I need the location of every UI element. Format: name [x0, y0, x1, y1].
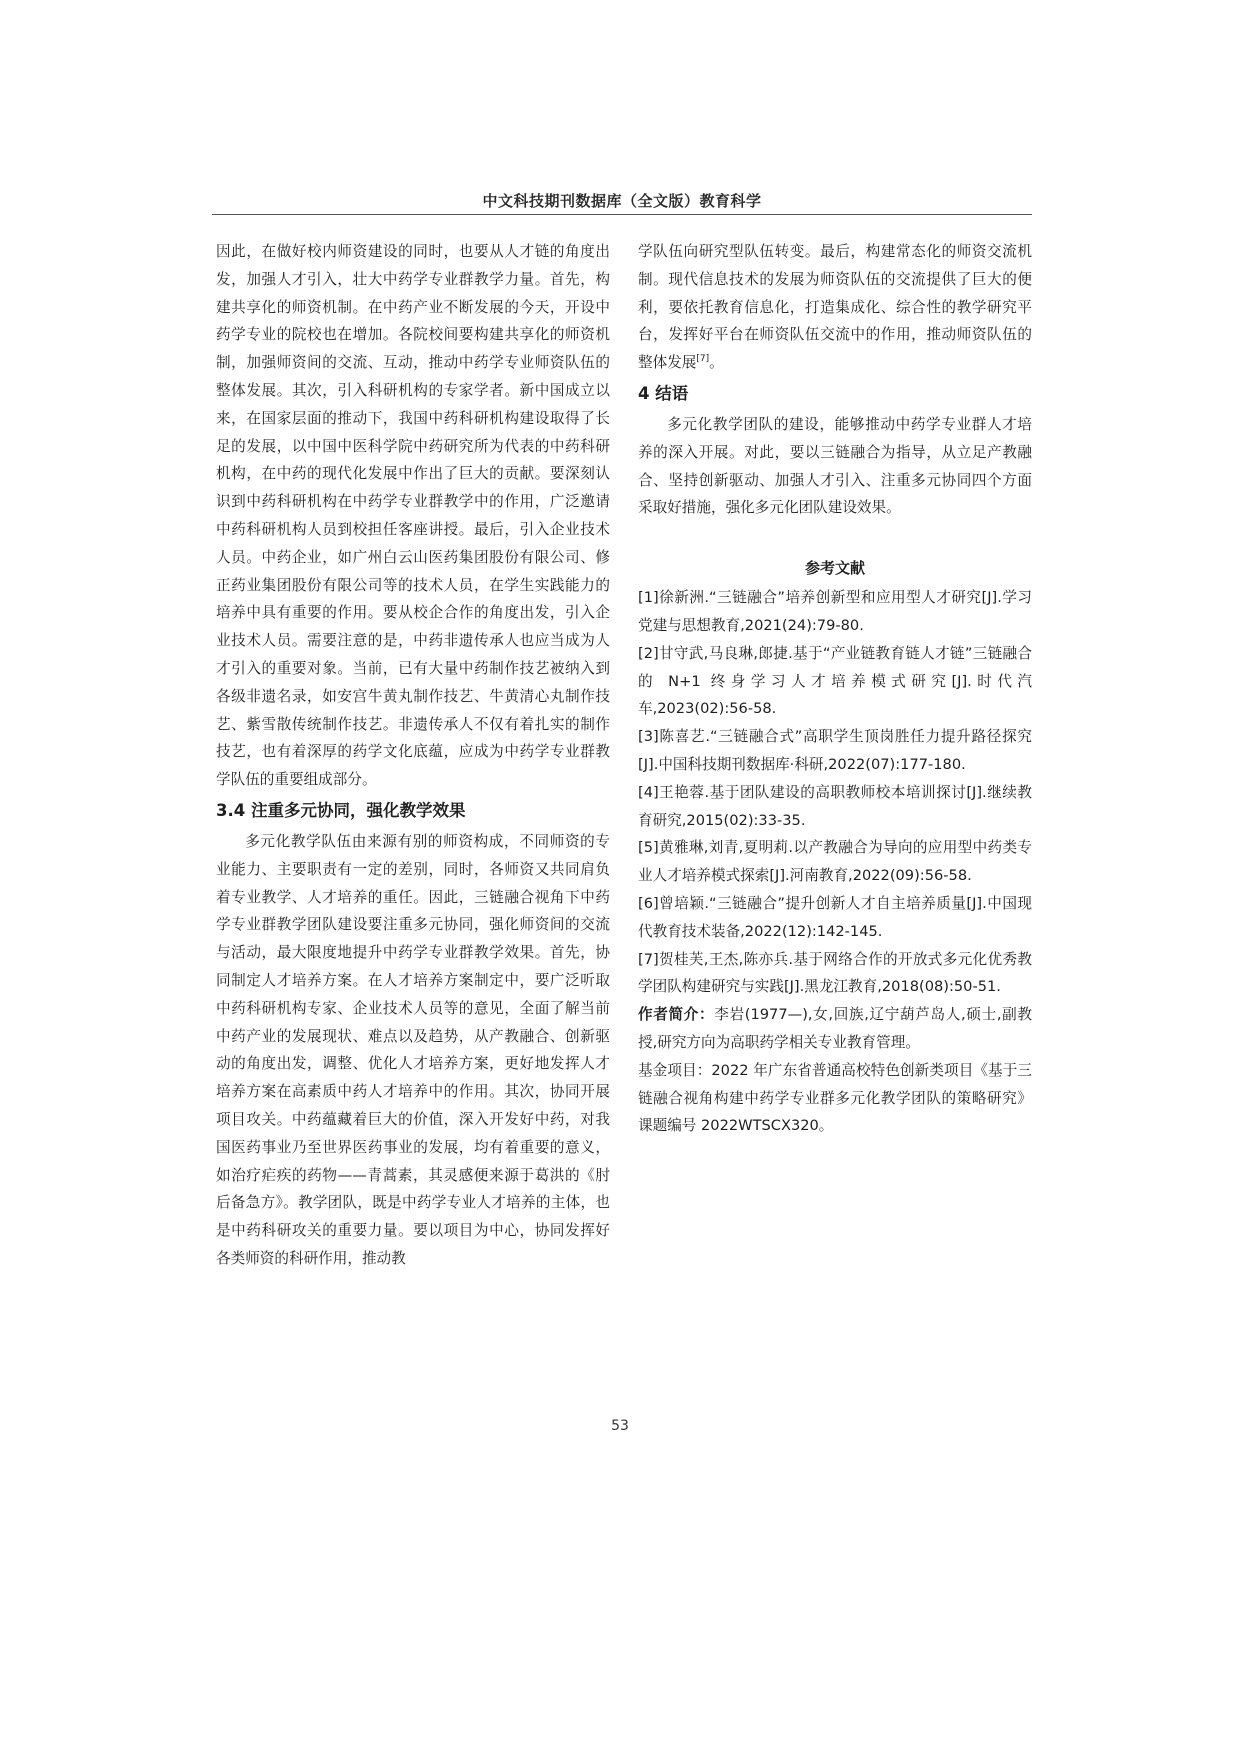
conclusion-paragraph: 多元化教学团队的建设，能够推动中药学专业群人才培养的深入开展。对此，要以三链融合为指导，从立足产教融合、坚持创新驱动、加强人才引入、注重多元协同四个方面采取好措施，强化多元化团队建设效果。 [638, 415, 1032, 517]
section-heading-3-4: 3.4 注重多元协同，强化教学效果 [216, 800, 466, 820]
body-text: 学队伍向研究型队伍转变。最后，构建常态化的师资交流机制。现代信息技术的发展为师资队伍的交流提供了巨大的便利，要依托教育信息化，打造集成化、综合性的教学研究平台，发挥好平台在师资队伍交流中的作用，推动师资队伍的整体发展 [638, 243, 1032, 372]
citation-marker: [7] [696, 354, 710, 365]
section-heading-4: 4 结语 [638, 383, 689, 403]
reference-item: [3]陈喜艺.“三链融合式”高职学生顶岗胜任力提升路径探究[J].中国科技期刊数据库·科研,2022(07):177-180. [638, 728, 1032, 773]
reference-item: [6]曾培颖.“三链融合”提升创新人才自主培养质量[J].中国现代教育技术装备,2022(12):142-145. [638, 894, 1032, 940]
left-column [216, 238, 610, 1273]
fund-info [638, 1057, 1032, 1140]
author-info [638, 1001, 1032, 1057]
fund-text: 2022 年广东省普通高校特色创新类项目《基于三链融合视角构建中药学专业群多元化教学团队的策略研究》 课题编号 2022WTSCX320。 [638, 1061, 1032, 1135]
references-heading: 参考文献 [804, 559, 865, 578]
body-paragraph: 因此，在做好校内师资建设的同时，也要从人才链的角度出发，加强人才引入，壮大中药学专业群教学力量。首先，构建共享化的师资机制。在中药产业不断发展的今天，开设中药学专业的院校也在增加。各院校间要构建共享化的师资机制，加强师资间的交流、互动，推动中药学专业师资队伍的整体发展。其次，引入科研机构的专家学者。新中国成立以来，在国家层面的推动下，我国中药科研机构建设取得了长足的发展，以中国中医科学院中药研究所为代表的中药科研机构，在中药的现代化发展中作出了巨大的贡献。要深刻认识到中药科研机构在中药学专业群教学中的作用，广泛邀请中药科研机构人员到校担任客座讲授。最后，引入企业技术人员。中药企业，如广州白云山医药集团股份有限公司、修正药业集团股份有限公司等的技术人员，在学生实践能力的培养中具有重要的作用。要从校企合作的角度出发，引入企业技术人员。需要注意的是，中药非遗传承人也应当成为人才引入的重要对象。当前，已有大量中药制作技艺被纳入到各级非遗名录，如安宫牛黄丸制作技艺、牛黄清心丸制作技艺、紫雪散传统制作技艺。非遗传承人不仅有着扎实的制作技艺，也有着深厚的药学文化底蕴，应成为中药学专业群教学队伍的重要组成部分。 [216, 243, 610, 789]
fund-label: 基金项目： [638, 1061, 712, 1079]
page-number: 53 [611, 1418, 629, 1434]
reference-list [638, 584, 1032, 1001]
reference-item: [4]王艳蓉.基于团队建设的高职教师校本培训探讨[J].继续教育研究,2015(02):33-35. [638, 783, 1032, 829]
reference-item: [2]甘守武,马良琳,郎捷.基于“产业链教育链人才链”三链融合的 N+1 终身学习人才培养模式研究[J].时代汽车,2023(02):56-58. [638, 644, 1032, 718]
running-header: 中文科技期刊数据库（全文版）教育科学 [482, 192, 762, 210]
body-paragraph: 多元化教学队伍由来源有别的师资构成，不同师资的专业能力、主要职责有一定的差别，同时，各师资又共同肩负着专业教学、人才培养的重任。因此，三链融合视角下中药学专业群教学团队建设要注重多元协同，强化师资间的交流与活动，最大限度地提升中药学专业群教学效果。首先，协同制定人才培养方案。在人才培养方案制定中，要广泛听取中药科研机构专家、企业技术人员等的意见，全面了解当前中药产业的发展现状、难点以及趋势，从产教融合、创新驱动的角度出发，调整、优化人才培养方案，更好地发挥人才培养方案在高素质中药人才培养中的作用。其次，协同开展项目攻关。中药蕴藏着巨大的价值，深入开发好中药，对我国医药事业乃至世界医药事业的发展，均有着重要的意义，如治疗疟疾的药物——青蒿素，其灵感便来源于葛洪的《肘后备急方》。教学团队，既是中药学专业人才培养的主体，也是中药科研攻关的重要力量。要以项目为中心，协同发挥好各类师资的科研作用，推动教 [216, 832, 610, 1267]
body-text-end: 。 [709, 354, 724, 372]
header-divider [212, 214, 1032, 215]
author-label: 作者简介： [638, 1006, 715, 1024]
author-text: 李岩(1977—),女,回族,辽宁葫芦岛人,硕士,副教授,研究方向为高职药学相关专业教育管理。 [638, 1006, 1032, 1051]
body-paragraph [638, 238, 1032, 377]
reference-item: [5]黄雅琳,刘青,夏明莉.以产教融合为导向的应用型中药类专业人才培养模式探索[J].河南教育,2022(09):56-58. [638, 839, 1032, 885]
reference-item: [1]徐新洲.“三链融合”培养创新型和应用型人才研究[J].学习党建与思想教育,2021(24):79-80. [638, 589, 1032, 634]
right-column [638, 238, 1032, 1140]
reference-item: [7]贺桂芙,王杰,陈亦兵.基于网络合作的开放式多元化优秀教学团队构建研究与实践[J].黑龙江教育,2018(08):50-51. [638, 950, 1032, 996]
